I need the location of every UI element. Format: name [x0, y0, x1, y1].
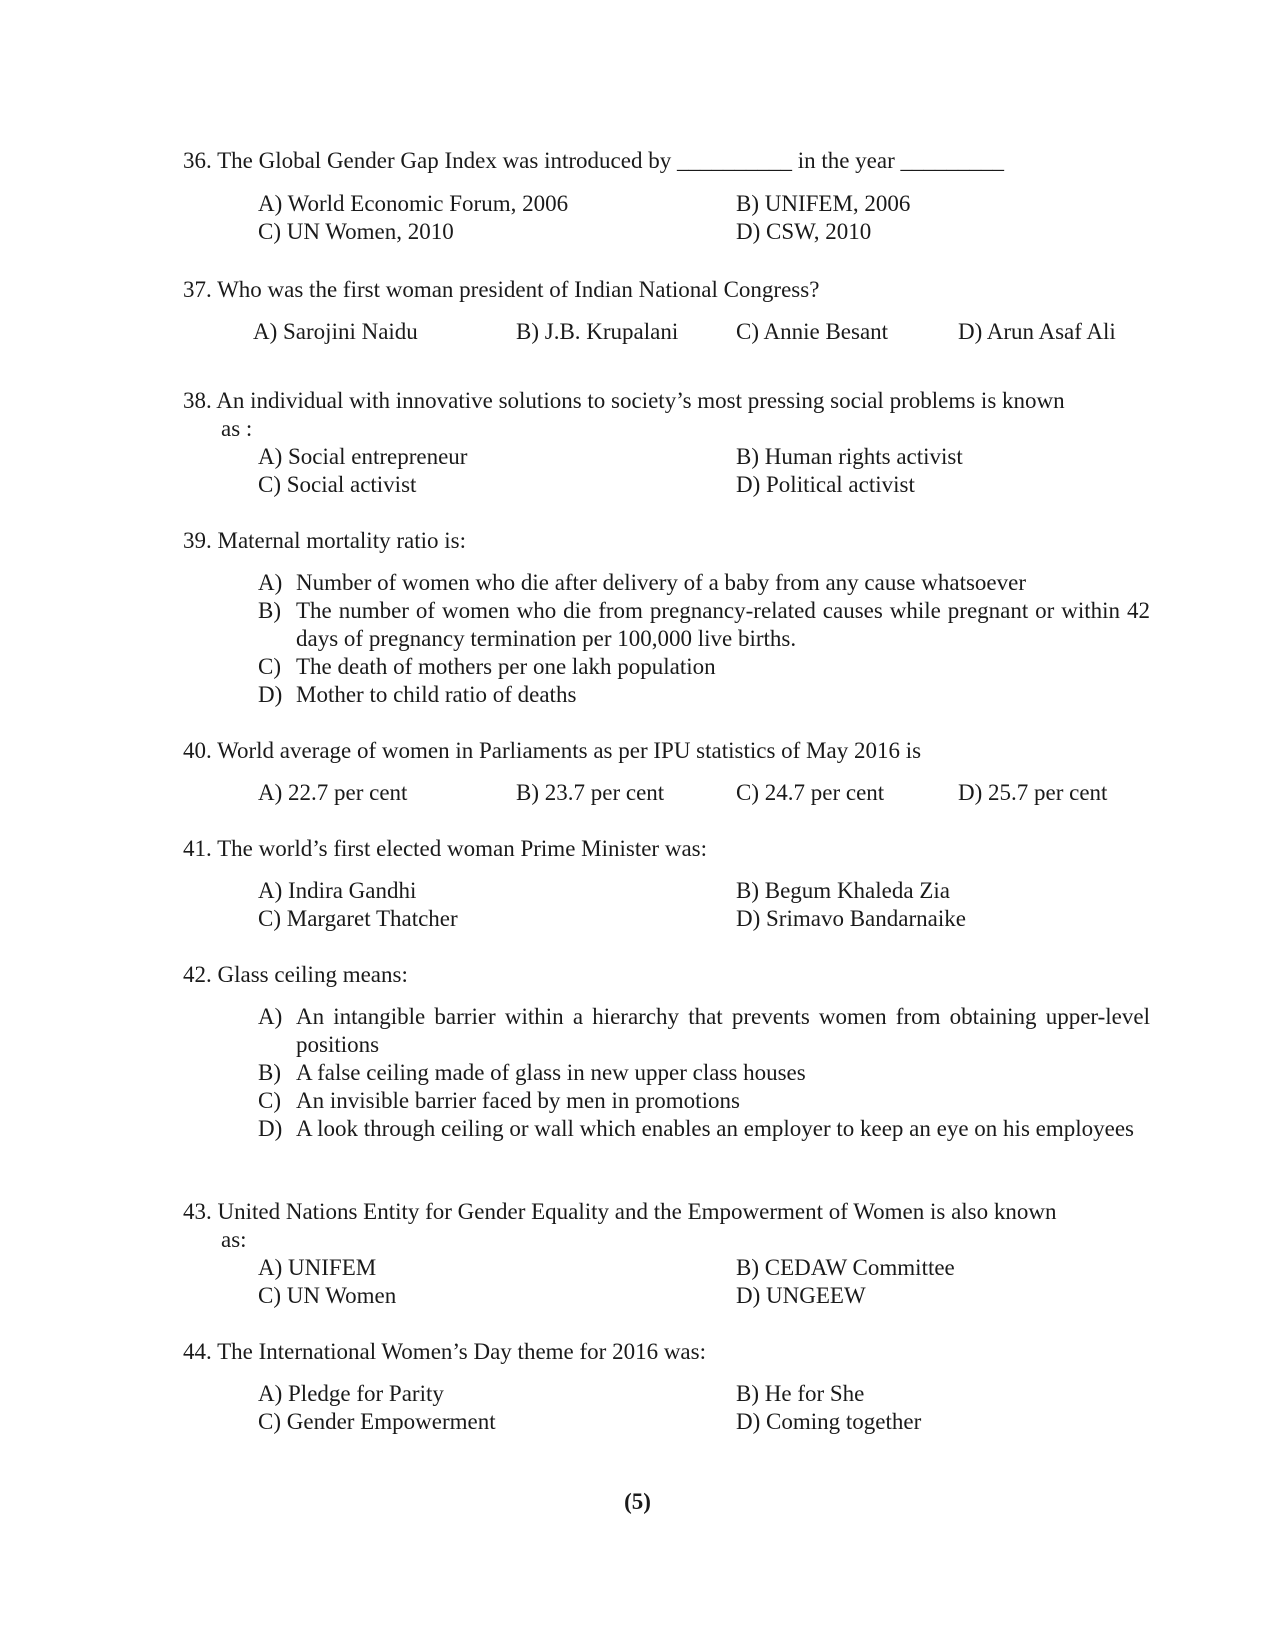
question-42-text: 42. Glass ceiling means: [183, 962, 408, 987]
question-39-option-d [258, 681, 1150, 709]
question-39-text: 39. Maternal mortality ratio is: [183, 528, 466, 553]
question-44-option-c: C) Gender Empowerment [258, 1409, 496, 1434]
question-37-option-d: D) Arun Asaf Ali [958, 319, 1116, 344]
question-36-option-d: D) CSW, 2010 [736, 219, 872, 244]
option-label: D) [258, 682, 283, 707]
question-44-option-a: A) Pledge for Parity [258, 1381, 444, 1406]
question-44-option-b: B) He for She [736, 1381, 865, 1406]
question-42-option-c [258, 1087, 1150, 1115]
question-40-text: 40. World average of women in Parliaments as per IPU statistics of May 2016 is [183, 738, 922, 763]
question-43-text-line-2: as: [221, 1227, 247, 1252]
question-43-text-line-1: 43. United Nations Entity for Gender Equality and the Empowerment of Women is also known [183, 1199, 1057, 1224]
question-36-option-c: C) UN Women, 2010 [258, 219, 454, 244]
question-38-text-line-2: as : [221, 416, 253, 441]
question-39-option-c [258, 653, 1150, 681]
option-label: B) [258, 1060, 281, 1085]
question-40-option-c: C) 24.7 per cent [736, 780, 885, 805]
question-42-option-b [258, 1059, 1150, 1087]
question-40-option-d: D) 25.7 per cent [958, 780, 1108, 805]
question-44-option-d: D) Coming together [736, 1409, 922, 1434]
option-label: A) [258, 1004, 283, 1029]
question-42-option-d [258, 1115, 1150, 1143]
question-38-text-line-1: 38. An individual with innovative solutions to society’s most pressing social problems is known [183, 388, 1065, 413]
question-36-text: 36. The Global Gender Gap Index was introduced by __________ in the year _________ [183, 148, 1005, 173]
question-37-text: 37. Who was the first woman president of Indian National Congress? [183, 277, 820, 302]
option-text: An invisible barrier faced by men in promotions [296, 1088, 740, 1113]
question-36-option-a: A) World Economic Forum, 2006 [258, 191, 569, 216]
option-label: A) [258, 570, 283, 595]
option-text: Mother to child ratio of deaths [296, 682, 577, 707]
question-41-option-d: D) Srimavo Bandarnaike [736, 906, 966, 931]
question-43-option-a: A) UNIFEM [258, 1255, 377, 1280]
question-44-text: 44. The International Women’s Day theme for 2016 was: [183, 1339, 706, 1364]
option-text: A false ceiling made of glass in new upper class houses [296, 1060, 806, 1085]
option-text: The death of mothers per one lakh population [296, 654, 716, 679]
option-text: Number of women who die after delivery of a baby from any cause whatsoever [296, 570, 1026, 595]
option-label: D) [258, 1116, 283, 1141]
option-text: An intangible barrier within a hierarchy that prevents women from obtaining upper-level positions [296, 1004, 1150, 1057]
question-38-option-c: C) Social activist [258, 472, 417, 497]
question-41-option-a: A) Indira Gandhi [258, 878, 417, 903]
question-36-option-b: B) UNIFEM, 2006 [736, 191, 911, 216]
option-label: C) [258, 1088, 281, 1113]
question-37-option-a: A) Sarojini Naidu [253, 319, 418, 344]
option-text: The number of women who die from pregnancy-related causes while pregnant or within 42 days of pregnancy termination per 100,000 live births. [296, 598, 1150, 651]
question-37-option-b: B) J.B. Krupalani [516, 319, 679, 344]
question-38-option-b: B) Human rights activist [736, 444, 963, 469]
question-43-option-b: B) CEDAW Committee [736, 1255, 955, 1280]
question-37-option-c: C) Annie Besant [736, 319, 889, 344]
question-40-option-a: A) 22.7 per cent [258, 780, 408, 805]
page-number: (5) [624, 1489, 651, 1514]
question-38-option-a: A) Social entrepreneur [258, 444, 468, 469]
question-41-option-c: C) Margaret Thatcher [258, 906, 458, 931]
option-label: C) [258, 654, 281, 679]
question-43-option-d: D) UNGEEW [736, 1283, 866, 1308]
option-label: B) [258, 598, 281, 623]
question-42-option-a [258, 1003, 1150, 1059]
question-41-text: 41. The world’s first elected woman Prime Minister was: [183, 836, 708, 861]
question-43-option-c: C) UN Women [258, 1283, 397, 1308]
option-text: A look through ceiling or wall which enables an employer to keep an eye on his employees [296, 1116, 1134, 1141]
question-39-option-a [258, 569, 1150, 597]
question-38-option-d: D) Political activist [736, 472, 915, 497]
question-41-option-b: B) Begum Khaleda Zia [736, 878, 950, 903]
question-39-option-b [258, 597, 1150, 653]
question-40-option-b: B) 23.7 per cent [516, 780, 665, 805]
